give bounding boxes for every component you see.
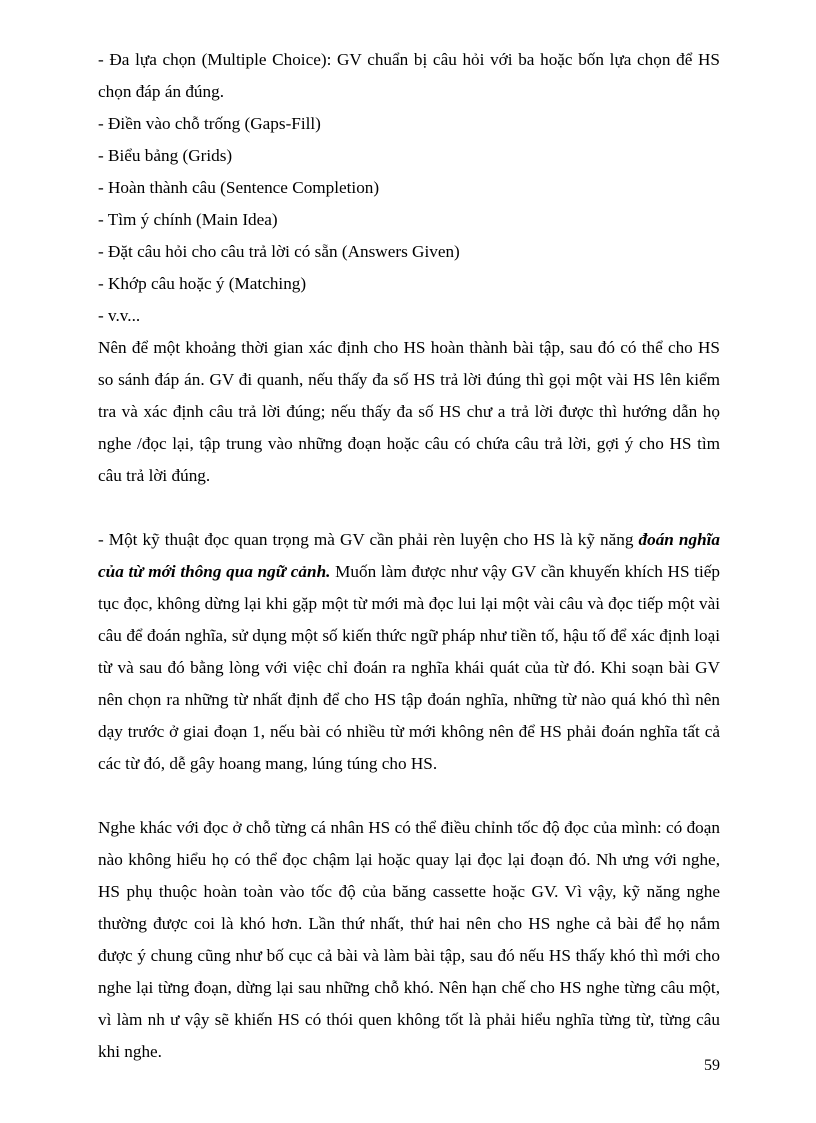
emphasized-phrase: đoán nghĩa của từ mới thông qua ngữ cảnh.: [98, 530, 721, 581]
paragraph-answer-checking: Nên để một khoảng thời gian xác định cho HS hoàn thành bài tập, sau đó có thể cho HS so sánh đáp án. GV đi quanh, nếu thấy đa số HS trả lời đúng thì gọi một vài HS lên kiểm tra và xác định câu trả lời đúng; nếu thấy đa số HS chư a trả lời được thì hướng dẫn họ nghe /đọc lại, tập trung vào những đoạn hoặc câu có chứa câu trả lời, gợi ý cho HS tìm câu trả lời đúng.: [98, 338, 720, 485]
paragraph-spacer: [98, 492, 720, 524]
page-number: 59: [704, 1057, 720, 1074]
list-item-sentence-completion: - Hoàn thành câu (Sentence Completion): [98, 178, 380, 197]
list-item-gaps-fill: - Điền vào chỗ trống (Gaps-Fill): [98, 114, 321, 133]
list-item-matching: - Khớp câu hoặc ý (Matching): [98, 274, 307, 293]
list-item-answers-given: - Đặt câu hỏi cho câu trả lời có sẵn (Answers Given): [98, 242, 460, 261]
paragraph-listening: Nghe khác với đọc ở chỗ từng cá nhân HS có thể điều chỉnh tốc độ đọc của mình: có đoạn nào không hiểu họ có thể đọc chậm lại hoặc quay lại đọc lại đoạn đó. Nh ưng với nghe, HS phụ thuộc hoàn toàn vào tốc độ của băng cassette hoặc GV. Vì vậy, kỹ năng nghe thường được coi là khó hơn. Lần thứ nhất, thứ hai nên cho HS nghe cả bài để họ nắm được ý chung cũng như bố cục cả bài và làm bài tập, sau đó nếu HS thấy khó thì mới cho nghe lại từng đoạn, dừng lại sau những chỗ khó. Nên hạn chế cho HS nghe từng câu một, vì làm nh ư vậy sẽ khiến HS có thói quen không tốt là phải hiểu nghĩa từng từ, từng câu khi nghe.: [98, 818, 720, 1061]
list-item-multiple-choice: - Đa lựa chọn (Multiple Choice): GV chuẩn bị câu hỏi với ba hoặc bốn lựa chọn để HS chọn đáp án đúng.: [98, 50, 720, 101]
list-item-grids: - Biểu bảng (Grids): [98, 146, 233, 165]
paragraph-guessing-meaning-lead: - Một kỹ thuật đọc quan trọng mà GV cần phải rèn luyện cho HS là kỹ năng: [98, 530, 639, 549]
list-item-etc: - v.v...: [98, 306, 141, 325]
list-item-main-idea: - Tìm ý chính (Main Idea): [98, 210, 278, 229]
paragraph-guessing-meaning-rest: Muốn làm được như vậy GV cần khuyến khích HS tiếp tục đọc, không dừng lại khi gặp một từ mới mà đọc lui lại một vài câu và đọc tiếp một vài câu để đoán nghĩa, sử dụng một số kiến thức ngữ pháp như tiền tố, hậu tố để xác định loại từ và sau đó bằng lòng với việc chỉ đoán ra nghĩa khái quát của từ đó. Khi soạn bài GV nên chọn ra những từ nhất định để cho HS tập đoán nghĩa, những từ nào quá khó thì nên dạy trước ở giai đoạn 1, nếu bài có nhiều từ mới không nên để HS phải đoán nghĩa tất cả các từ đó, dễ gây hoang mang, lúng túng cho HS.: [98, 562, 720, 773]
paragraph-guessing-meaning: [98, 524, 720, 780]
page-body: [98, 44, 720, 1068]
paragraph-spacer: [98, 780, 720, 812]
